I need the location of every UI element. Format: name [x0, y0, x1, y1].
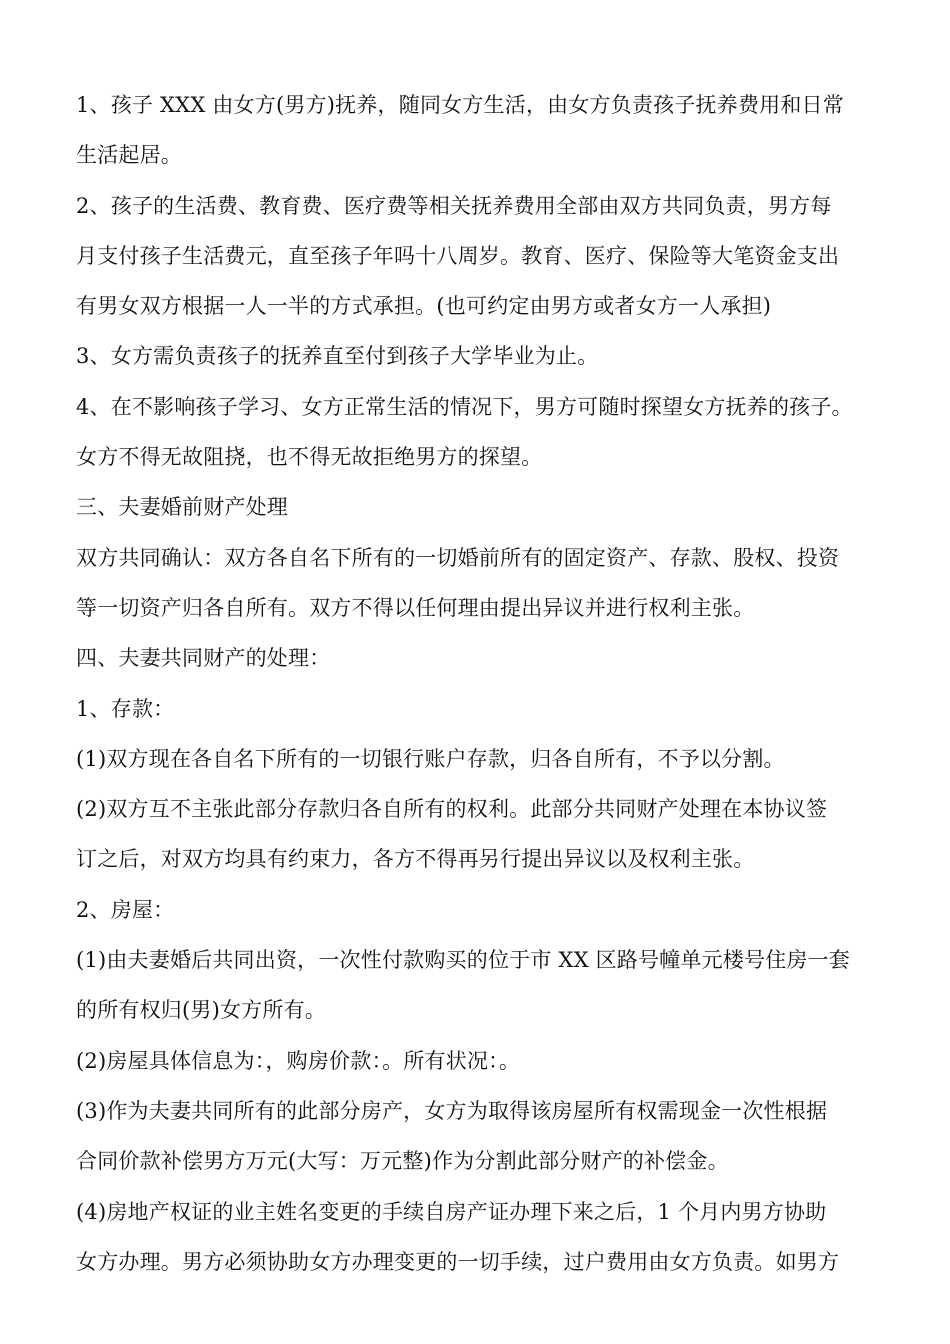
text-line: 月支付孩子生活费元，直至孩子年吗十八周岁。教育、医疗、保险等大笔资金支出	[76, 243, 840, 268]
section-heading: 四、夫妻共同财产的处理：	[76, 646, 331, 671]
text-line: 的所有权归(男)女方所有。	[76, 998, 326, 1023]
text-line: (1)由夫妻婚后共同出资，一次性付款购买的位于市 XX 区路号幢单元楼号住房一套	[76, 948, 850, 973]
text-line: 有男女双方根据一人一半的方式承担。(也可约定由男方或者女方一人承担)	[76, 294, 772, 319]
text-line: 女方不得无故阻挠，也不得无故拒绝男方的探望。	[76, 445, 543, 470]
text-line: 女方办理。男方必须协助女方办理变更的一切手续，过户费用由女方负责。如男方	[76, 1249, 840, 1274]
text-line: (2)房屋具体信息为：，购房价款：。所有状况：。	[76, 1048, 521, 1073]
subsection-heading: 2、房屋：	[76, 897, 175, 922]
text-line: 合同价款补偿男方万元(大写：万元整)作为分割此部分财产的补偿金。	[76, 1149, 729, 1174]
text-line: 4、在不影响孩子学习、女方正常生活的情况下，男方可随时探望女方抚养的孩子。	[76, 394, 853, 419]
text-line: 2、孩子的生活费、教育费、医疗费等相关抚养费用全部由双方共同负责，男方每	[76, 193, 832, 218]
text-line: 3、女方需负责孩子的抚养直至付到孩子大学毕业为止。	[76, 344, 599, 369]
text-line: 生活起居。	[76, 143, 182, 168]
document-body	[76, 80, 882, 1287]
text-line: 1、孩子 XXX 由女方(男方)抚养，随同女方生活，由女方负责孩子抚养费用和日常	[76, 93, 844, 117]
section-heading: 三、夫妻婚前财产处理	[76, 495, 288, 520]
text-line: 双方共同确认：双方各自名下所有的一切婚前所有的固定资产、存款、股权、投资	[76, 545, 840, 570]
text-line: (4)房地产权证的业主姓名变更的手续自房产证办理下来之后，1 个月内男方协助	[76, 1199, 827, 1224]
text-line: 等一切资产归各自所有。双方不得以任何理由提出异议并进行权利主张。	[76, 595, 755, 620]
subsection-heading: 1、存款：	[76, 696, 175, 721]
text-line: (1)双方现在各自名下所有的一切银行账户存款，归各自所有，不予以分割。	[76, 746, 785, 771]
text-line: (2)双方互不主张此部分存款归各自所有的权利。此部分共同财产处理在本协议签	[76, 797, 828, 822]
text-line: 订之后，对双方均具有约束力，各方不得再另行提出异议以及权利主张。	[76, 847, 755, 872]
text-line: (3)作为夫妻共同所有的此部分房产，女方为取得该房屋所有权需现金一次性根据	[76, 1098, 828, 1123]
